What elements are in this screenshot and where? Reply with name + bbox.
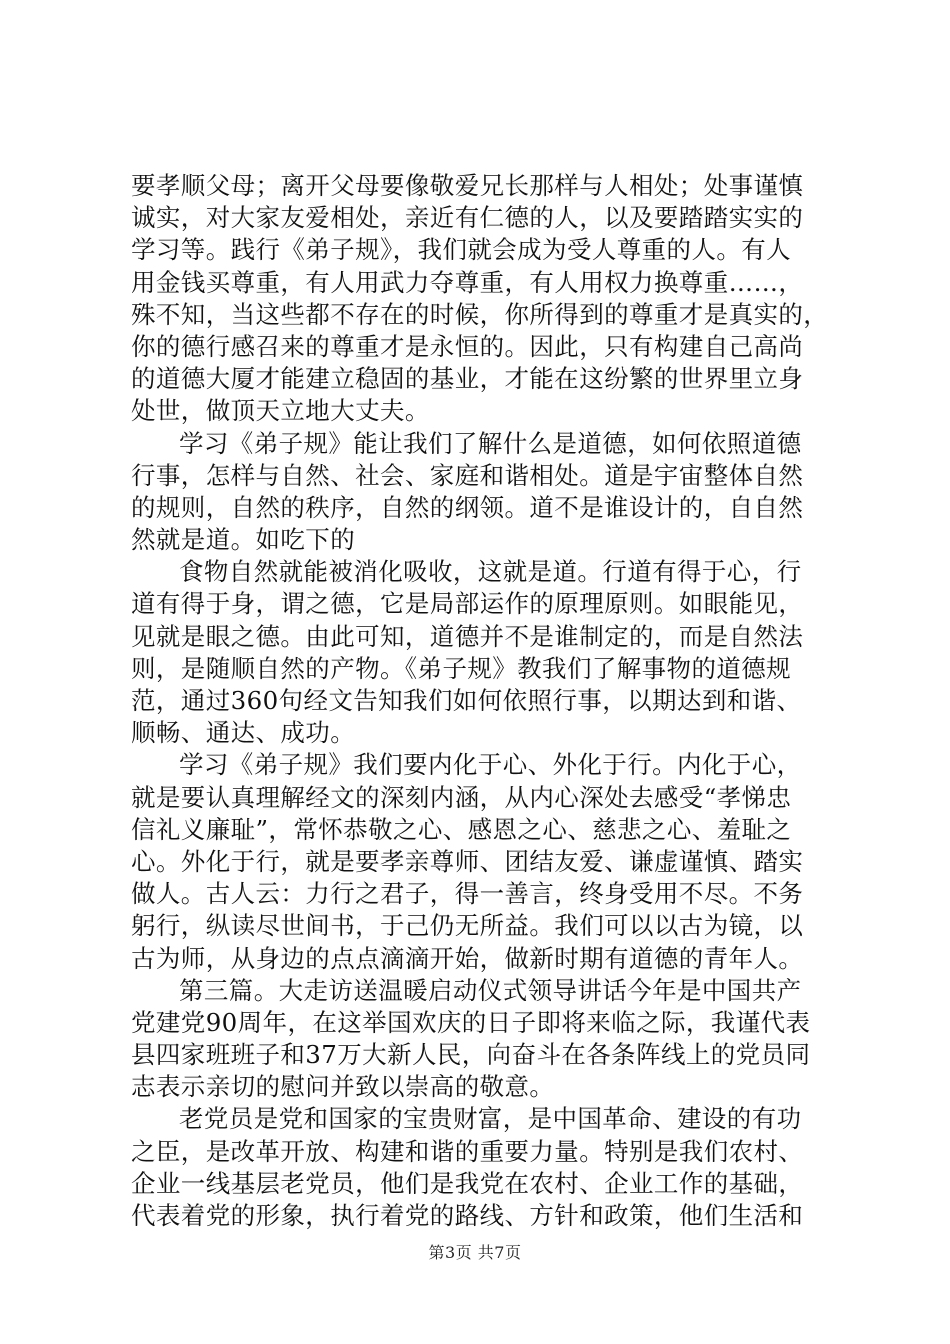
text-line: 顺畅、通达、成功。 bbox=[131, 718, 356, 748]
text-line: 范，通过360句经文告知我们如何依照行事，以期达到和谐、 bbox=[131, 686, 802, 715]
text-line: 学习《弟子规》我们要内化于心、外化于行。内化于心， bbox=[179, 750, 802, 780]
text-line: 行事，怎样与自然、社会、家庭和谐相处。道是宇宙整体自然 bbox=[131, 460, 804, 490]
text-line: 代表着党的形象，执行着党的路线、方针和政策，他们生活和 bbox=[131, 1201, 804, 1230]
text-line: 党建党90周年，在这举国欢庆的日子即将来临之际，我谨代表 bbox=[131, 1007, 811, 1037]
text-line: 企业一线基层老党员，他们是我党在农村、企业工作的基础， bbox=[131, 1168, 804, 1198]
text-line: 的道德大厦才能建立稳固的基业，才能在这纷繁的世界里立身 bbox=[131, 364, 804, 394]
text-line: 道有得于身，谓之德，它是局部运作的原理原则。如眼能见， bbox=[131, 589, 804, 619]
text-line: 见就是眼之德。由此可知，道德并不是谁制定的，而是自然法 bbox=[131, 621, 804, 651]
text-line: 处世，做顶天立地大丈夫。 bbox=[131, 396, 430, 426]
text-line: 躬行，纵读尽世间书，于己仍无所益。我们可以以古为镜，以 bbox=[131, 911, 804, 941]
text-line: 则，是随顺自然的产物。《弟子规》教我们了解事物的道德规 bbox=[131, 653, 792, 683]
text-line: 县四家班班子和37万大新人民，向奋斗在各条阵线上的党员同 bbox=[131, 1040, 811, 1070]
text-line: 古为师，从身边的点点滴滴开始，做新时期有道德的青年人。 bbox=[131, 943, 804, 973]
page-number-footer: 第3页 共7页 bbox=[428, 1243, 522, 1262]
text-line: 你的德行感召来的尊重才是永恒的。因此，只有构建自己高尚 bbox=[131, 331, 804, 361]
text-line: 学习《弟子规》能让我们了解什么是道德，如何依照道德 bbox=[179, 428, 802, 458]
text-line: 用金钱买尊重，有人用武力夺尊重，有人用权力换尊重……， bbox=[131, 267, 804, 297]
text-line: 之臣，是改革开放、构建和谐的重要力量。特别是我们农村、 bbox=[131, 1136, 804, 1166]
text-line: 做人。古人云：力行之君子，得一善言，终身受用不尽。不务 bbox=[131, 879, 804, 909]
text-line: 学习等。践行《弟子规》，我们就会成为受人尊重的人。有人 bbox=[131, 235, 792, 265]
text-line: 要孝顺父母；离开父母要像敬爱兄长那样与人相处；处事谨慎 bbox=[131, 171, 804, 200]
text-line: 食物自然就能被消化吸收，这就是道。行道有得于心，行 bbox=[179, 557, 802, 587]
text-line: 心。外化于行，就是要孝亲尊师、团结友爱、谦虚谨慎、踏实 bbox=[131, 846, 804, 876]
text-line: 信礼义廉耻”，常怀恭敬之心、感恩之心、慈悲之心、羞耻之 bbox=[131, 814, 792, 844]
text-line: 的规则，自然的秩序，自然的纲领。道不是谁设计的，自自然 bbox=[131, 492, 804, 522]
text-line: 老党员是党和国家的宝贵财富，是中国革命、建设的有功 bbox=[179, 1104, 802, 1134]
text-line: 志表示亲切的慰问并致以崇高的敬意。 bbox=[131, 1072, 555, 1102]
text-line: 然就是道。如吃下的 bbox=[131, 525, 356, 555]
text-line: 殊不知，当这些都不存在的时候，你所得到的尊重才是真实的， bbox=[131, 299, 829, 329]
document-body bbox=[131, 170, 837, 1232]
text-line: 就是要认真理解经文的深刻内涵，从内心深处去感受“孝悌忠 bbox=[131, 782, 792, 812]
text-line: 诚实，对大家友爱相处，亲近有仁德的人，以及要踏踏实实的 bbox=[131, 203, 804, 233]
text-line: 第三篇。大走访送温暖启动仪式领导讲话今年是中国共产 bbox=[179, 975, 802, 1005]
